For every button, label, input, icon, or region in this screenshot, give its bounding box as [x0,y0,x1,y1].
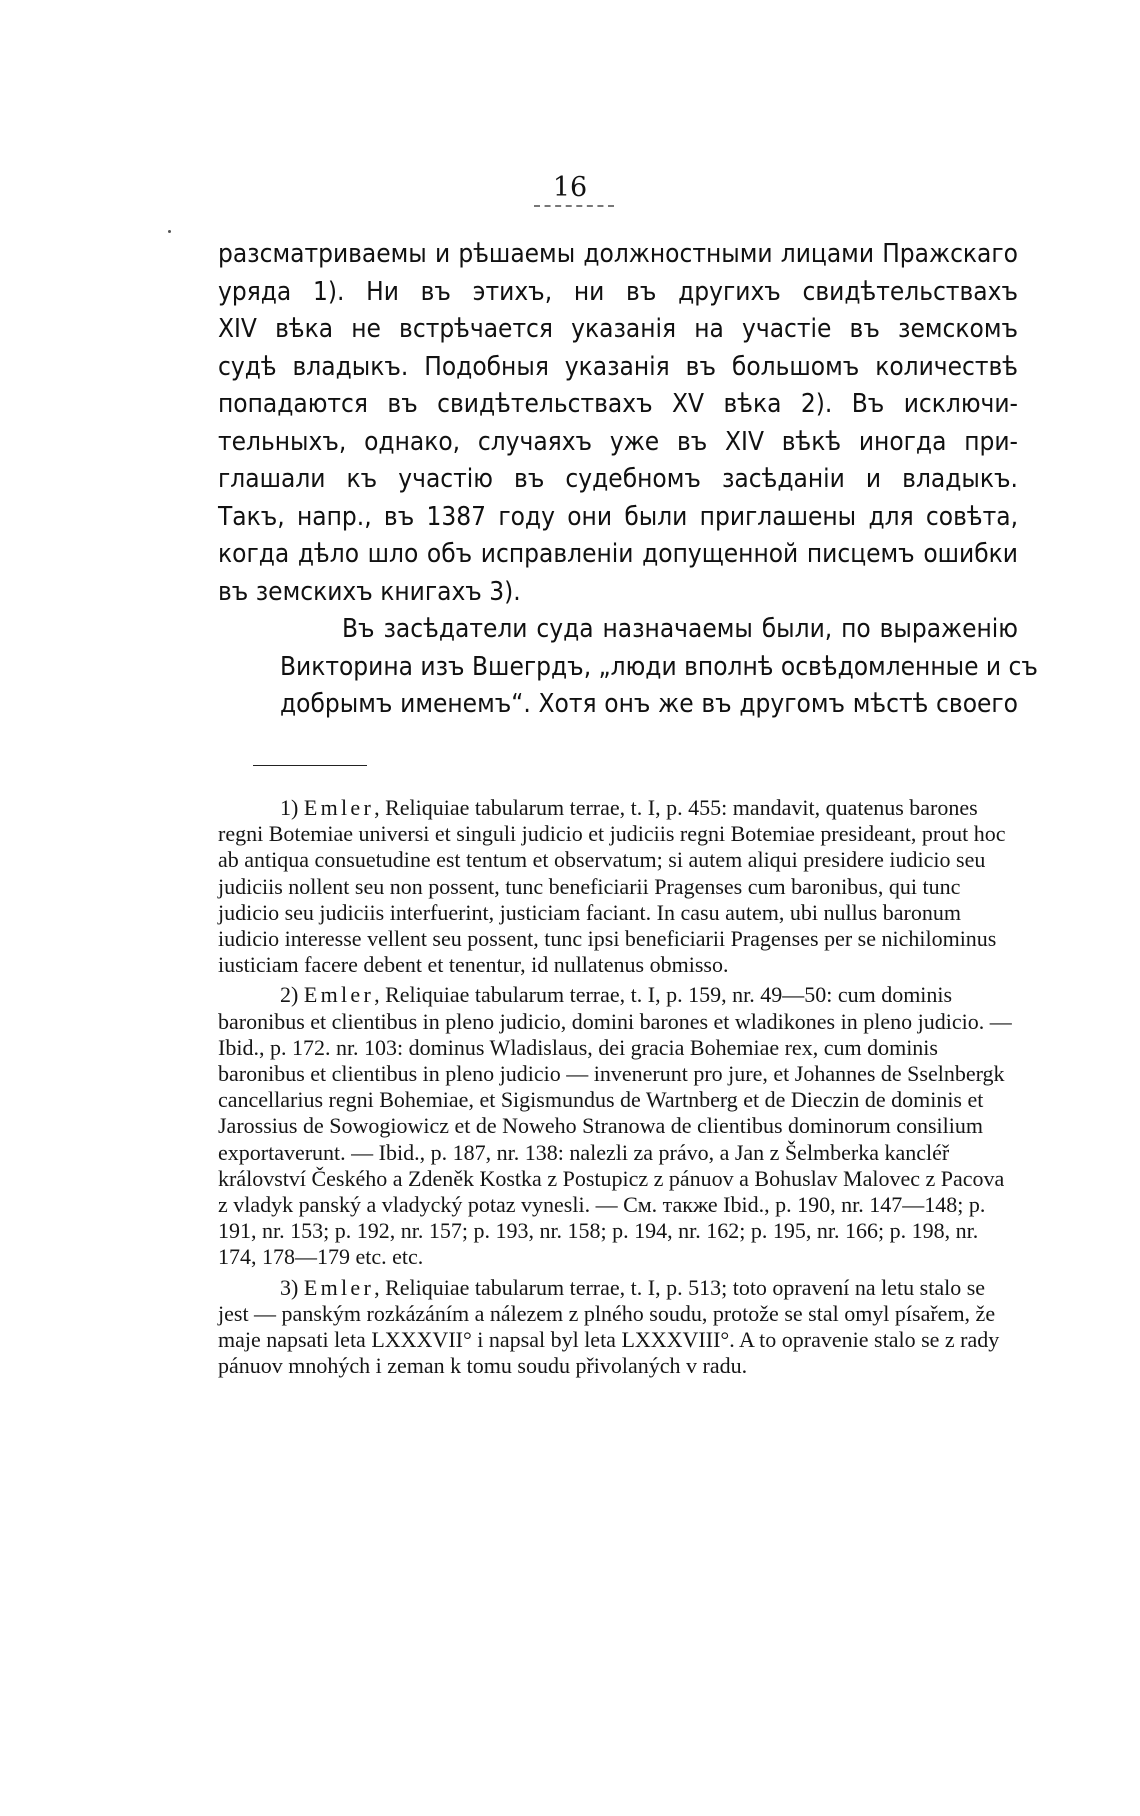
main-text [218,236,1038,724]
footnote-1 [218,795,1018,978]
footnote-text: , Reliquiae tabularum terrae, t. I, p. 513; toto opravení na letu stalo se jest — panským rozkázáním a nálezem z plného soudu, protože se stal omyl písařem, že maje napsati leta LXXXVII° i napsal byl leta LXXXVIII°. A to opravenie stalo se z rady pánuov mnohých i zeman k tomu soudu přivolaných v radu. [218,1274,1000,1379]
text-line: добрымъ именемъ“. Хотя онъ же въ другомъ мѣстѣ своего [280,689,1018,719]
text-line: въ земскихъ книгахъ 3). [218,576,521,607]
footnote-text: , Reliquiae tabularum terrae, t. I, p. 159, nr. 49—50: cum dominis baronibus et clientibus in pleno judicio, domini barones et wladikones in pleno judicio. — Ibid., p. 172. nr. 103: dominus Wladislaus, dei gracia Bohemiae rex, cum dominis baronibus et clientibus in pleno judicio — invenerunt pro jure, et Johannes de Sselnbergk cancellarius regni Bohemiae, et Sigismundus de Wartnberg et de Dieczin de dominis et Jarossius de Sowogiowicz et de Noweho Stranowa de clientibus dominorum consilium exportaverunt. — Ibid., p. 187, nr. 138: nalezli za právo, a Jan z Šelmberka kancléř království Českého a Zdeněk Kostka z Postupicz z pánuov a Bohuslav Malovec z Pacova z vladyk panský a vladycký potaz vynesli. — См. также Ibid., p. 190, nr. 147—148; p. 191, nr. 153; p. 192, nr. 157; p. 193, nr. 158; p. 194, nr. 162; p. 195, nr. 166; p. 198, nr. 174, 178—179 etc. etc. [218,982,1012,1270]
footnotes [218,795,1018,1379]
text-line: попадаются въ свидѣтельствахъ XV вѣка 2). Въ исключи- [218,389,1018,419]
footnote-author: Emler [303,1274,375,1300]
footnote-2 [218,982,1018,1270]
header-rule [534,205,614,207]
page-number: 16 [552,172,588,203]
text-line: Въ засѣдатели суда назначаемы были, по выраженію [342,614,1018,644]
paragraph-1 [218,236,1018,611]
paragraph-2 [218,611,1038,724]
footnote-number: 3) [280,1274,299,1300]
footnote-separator [253,765,367,766]
footnote-author: Emler [303,795,375,820]
text-line: Такъ, напр., въ 1387 году они были приглашены для совѣта, [218,501,1018,532]
text-line: тельныхъ, однако, случаяхъ уже въ XIV вѣкѣ иногда при- [218,426,1018,457]
text-line: когда дѣло шло объ исправленіи допущенной писцемъ ошибки [218,539,1018,569]
footnote-text: , Reliquiae tabularum terrae, t. I, p. 455: mandavit, quatenus barones regni Botemiae universi et singuli judicio et judiciis regni Botemiae presideant, prout hoc ab antiqua consuetudine est tentum et observatum; si autem aliqui presidere iudicio seu judiciis nollent seu non possent, tunc beneficiarii Pragenses cum baronibus, qui tunc judicio seu judiciis interfuerint, justiciam faciant. In casu autem, ubi nullus baronum iudicio interesse vellent seu possent, tunc ipsi beneficiarii Pragenses per se nichilominus iusticiam facere debent et tenentur, id nullatenus obmisso. [218,795,1006,978]
footnote-number: 2) [280,982,299,1008]
footnote-3 [218,1275,1018,1380]
text-line: разсматриваемы и рѣшаемы должностными лицами Пражскаго [218,239,1018,269]
footnote-number: 1) [280,795,299,820]
footnote-author: Emler [303,982,375,1008]
text-line: судѣ владыкъ. Подобныя указанія въ большомъ количествѣ [218,351,1018,382]
text-line: Викторина изъ Вшегрдъ, „люди вполнѣ освѣдомленные и съ [280,651,1038,682]
text-line: XIV вѣка не встрѣчается указанія на участіе въ земскомъ [218,314,1018,344]
text-line: глашали къ участію въ судебномъ засѣданіи и владыкъ. [218,464,1018,494]
scan-speck [168,230,171,233]
text-line: уряда 1). Ни въ этихъ, ни въ другихъ свидѣтельствахъ [218,276,1018,307]
